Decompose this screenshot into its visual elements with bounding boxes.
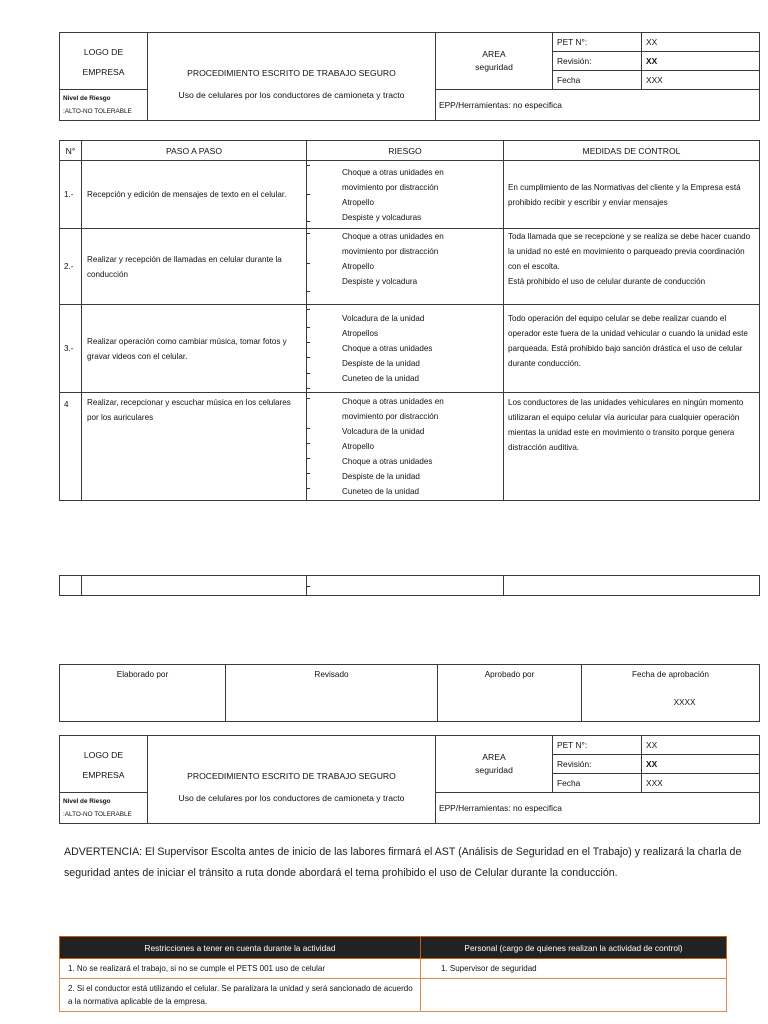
risk-item: Despiste y volcadura: [342, 277, 418, 286]
step-number: 3.-: [60, 305, 82, 393]
risk-item: movimiento por distracción: [342, 182, 439, 192]
pet-label: PET N°:: [553, 736, 642, 755]
risk-item: movimiento por distracción: [342, 247, 439, 256]
control-measure: Los conductores de las unidades vehiculares en ningún momento utilizaran el equipo celular vía auricular para cualquier operación mientas la unidad este en movimiento o transito porque genera distracción auditiva.: [504, 393, 760, 501]
risk-item: Choque a otras unidades en: [342, 232, 444, 241]
elaborado-cell: [60, 665, 226, 722]
risk-item: Choque a otras unidades: [342, 457, 433, 466]
logo-line2: EMPRESA: [82, 770, 125, 780]
empty-cell: [82, 576, 307, 596]
steps-header-row: [60, 141, 760, 161]
restrictions-header: Restricciones a tener en cuenta durante la actividad: [60, 937, 421, 959]
restrictions-table: [59, 936, 727, 1012]
risk-level-cell: [60, 793, 148, 824]
document-header: [59, 32, 760, 121]
epp-tools: EPP/Herramientas: no especifica: [436, 793, 760, 824]
risk-level-label: Nivel de Riesgo: [63, 798, 111, 805]
step-number: 4: [60, 393, 82, 501]
area-label: AREA: [482, 752, 506, 762]
revision-label: Revisión:: [553, 52, 642, 71]
table-row: [60, 576, 760, 596]
risk-level-value: :ALTO-NO TOLERABLE: [63, 811, 132, 818]
area-value: seguridad: [475, 765, 513, 775]
step-description: Realizar operación como cambiar música, tomar fotos y gravar videos con el celular.: [82, 305, 307, 393]
restriction-item: 2. Si el conductor está utilizando el celular. Se paralizara la unidad y será sancionado de acuerdo a la normativa aplicable de la empresa.: [60, 979, 421, 1012]
risk-list: [307, 229, 504, 305]
risk-level-label: Nivel de Riesgo: [63, 95, 111, 102]
risk-item: Despiste de la unidad: [342, 472, 420, 481]
table-row: [60, 161, 760, 229]
risk-item: Cuneteo de la unidad: [342, 487, 419, 496]
control-measure-text: Está prohibido el uso de celular durante de conducción: [508, 277, 706, 286]
fecha-aprobacion-cell: [582, 665, 760, 722]
logo-line2: EMPRESA: [82, 67, 125, 77]
signature-table: [59, 664, 760, 722]
pet-value: XX: [642, 736, 760, 755]
control-measure: [504, 229, 760, 305]
step-description: Recepción y edición de mensajes de texto en el celular.: [82, 161, 307, 229]
control-measure: En cumplimiento de las Normativas del cliente y la Empresa está prohibido recibir y escribir y enviar mensajes: [504, 161, 760, 229]
procedure-title-cell: [148, 736, 436, 824]
risk-level-value: :ALTO-NO TOLERABLE: [63, 108, 132, 115]
table-row: [60, 393, 760, 501]
risk-item: Atropello: [342, 197, 374, 207]
personal-item: [421, 979, 727, 1012]
control-measure-text: Toda llamada que se recepcione y se realiza se debe hacer cuando la unidad no esté en movimiento o parqueado previa coordinación con el escolta.: [508, 232, 751, 271]
area-cell: [436, 736, 553, 793]
risk-item: Cuneteo de la unidad: [342, 374, 419, 383]
logo-line1: LOGO DE: [83, 47, 124, 57]
risk-item: Atropellos: [342, 329, 378, 338]
fecha-aprobacion-value: XXXX: [673, 698, 696, 707]
risk-level-cell: [60, 90, 148, 121]
fecha-value: XXX: [642, 71, 760, 90]
steps-table: [59, 140, 760, 501]
risk-item: Choque a otras unidades en: [342, 397, 444, 406]
warning-paragraph: ADVERTENCIA: El Supervisor Escolta antes de inicio de las labores firmará el AST (Análisis de Seguridad en el Trabajo) y realizará la charla de seguridad antes de iniciar el tránsito a ruta donde abordará el tema prohibido el uso de Celular durante la conducción.: [64, 846, 742, 879]
risk-item: Despiste de la unidad: [342, 359, 420, 368]
revisado-label: Revisado: [314, 670, 349, 679]
company-logo-placeholder: [60, 736, 148, 793]
procedure-title-cell: [148, 33, 436, 121]
risk-item: Atropello: [342, 442, 374, 451]
document-header-repeat: [59, 735, 760, 824]
procedure-subtitle: Uso de celulares por los conductores de camioneta y tracto: [178, 792, 405, 803]
revisado-cell: [226, 665, 438, 722]
step-description: Realizar y recepción de llamadas en celular durante la conducción: [82, 229, 307, 305]
personal-header: Personal (cargo de quienes realizan la actividad de control): [421, 937, 727, 959]
header-paso: PASO A PASO: [82, 141, 307, 161]
step-number: 1.-: [60, 161, 82, 229]
step-description: Realizar, recepcionar y escuchar música en los celulares por los auriculares: [82, 393, 307, 501]
area-cell: [436, 33, 553, 90]
area-value: seguridad: [475, 62, 513, 72]
empty-cell: [307, 576, 504, 596]
epp-tools: EPP/Herramientas: no especifica: [436, 90, 760, 121]
risk-item: Choque a otras unidades: [342, 344, 433, 353]
risk-item: movimiento por distracción: [342, 412, 439, 421]
header-num: N°: [60, 141, 82, 161]
aprobado-label: Aprobado por: [484, 670, 535, 679]
fecha-aprobacion-label: Fecha de aprobación: [632, 670, 709, 679]
control-measure: Todo operación del equipo celular se debe realizar cuando el operador este fuera de la unidad vehicular o cuando la unidad este parqueada. Está prohibido bajo sanción drástica el uso de celular durante conducción.: [504, 305, 760, 393]
table-row: [60, 305, 760, 393]
aprobado-cell: [438, 665, 582, 722]
risk-list: [307, 305, 504, 393]
fecha-value: XXX: [642, 774, 760, 793]
step-number: 2.-: [60, 229, 82, 305]
risk-item: Despiste y volcaduras: [342, 212, 422, 222]
header-medidas: MEDIDAS DE CONTROL: [504, 141, 760, 161]
pet-value: XX: [642, 33, 760, 52]
risk-list: [307, 161, 504, 229]
table-row: [60, 229, 760, 305]
table-row: [60, 959, 727, 979]
fecha-label: Fecha: [553, 71, 642, 90]
revision-value: XX: [642, 52, 760, 71]
revision-value: XX: [642, 755, 760, 774]
table-row: [60, 979, 727, 1012]
pet-label: PET N°:: [553, 33, 642, 52]
empty-steps-row: [59, 575, 760, 596]
fecha-label: Fecha: [553, 774, 642, 793]
company-logo-placeholder: [60, 33, 148, 90]
header-riesgo: RIESGO: [307, 141, 504, 161]
empty-cell: [60, 576, 82, 596]
risk-item: Choque a otras unidades en: [342, 167, 444, 177]
logo-line1: LOGO DE: [83, 750, 124, 760]
procedure-title: PROCEDIMIENTO ESCRITO DE TRABAJO SEGURO: [187, 770, 396, 781]
elaborado-label: Elaborado por: [116, 670, 169, 679]
risk-item: Volcadura de la unidad: [342, 314, 425, 323]
area-label: AREA: [482, 49, 506, 59]
risk-item: Atropello: [342, 262, 374, 271]
personal-item: 1. Supervisor de seguridad: [421, 959, 727, 979]
procedure-title: PROCEDIMIENTO ESCRITO DE TRABAJO SEGURO: [187, 67, 396, 78]
revision-label: Revisión:: [553, 755, 642, 774]
risk-list: [307, 393, 504, 501]
risk-item: Volcadura de la unidad: [342, 427, 425, 436]
empty-cell: [504, 576, 760, 596]
restriction-item: 1. No se realizará el trabajo, si no se cumple el PETS 001 uso de celular: [60, 959, 421, 979]
procedure-subtitle: Uso de celulares por los conductores de camioneta y tracto: [178, 89, 405, 100]
